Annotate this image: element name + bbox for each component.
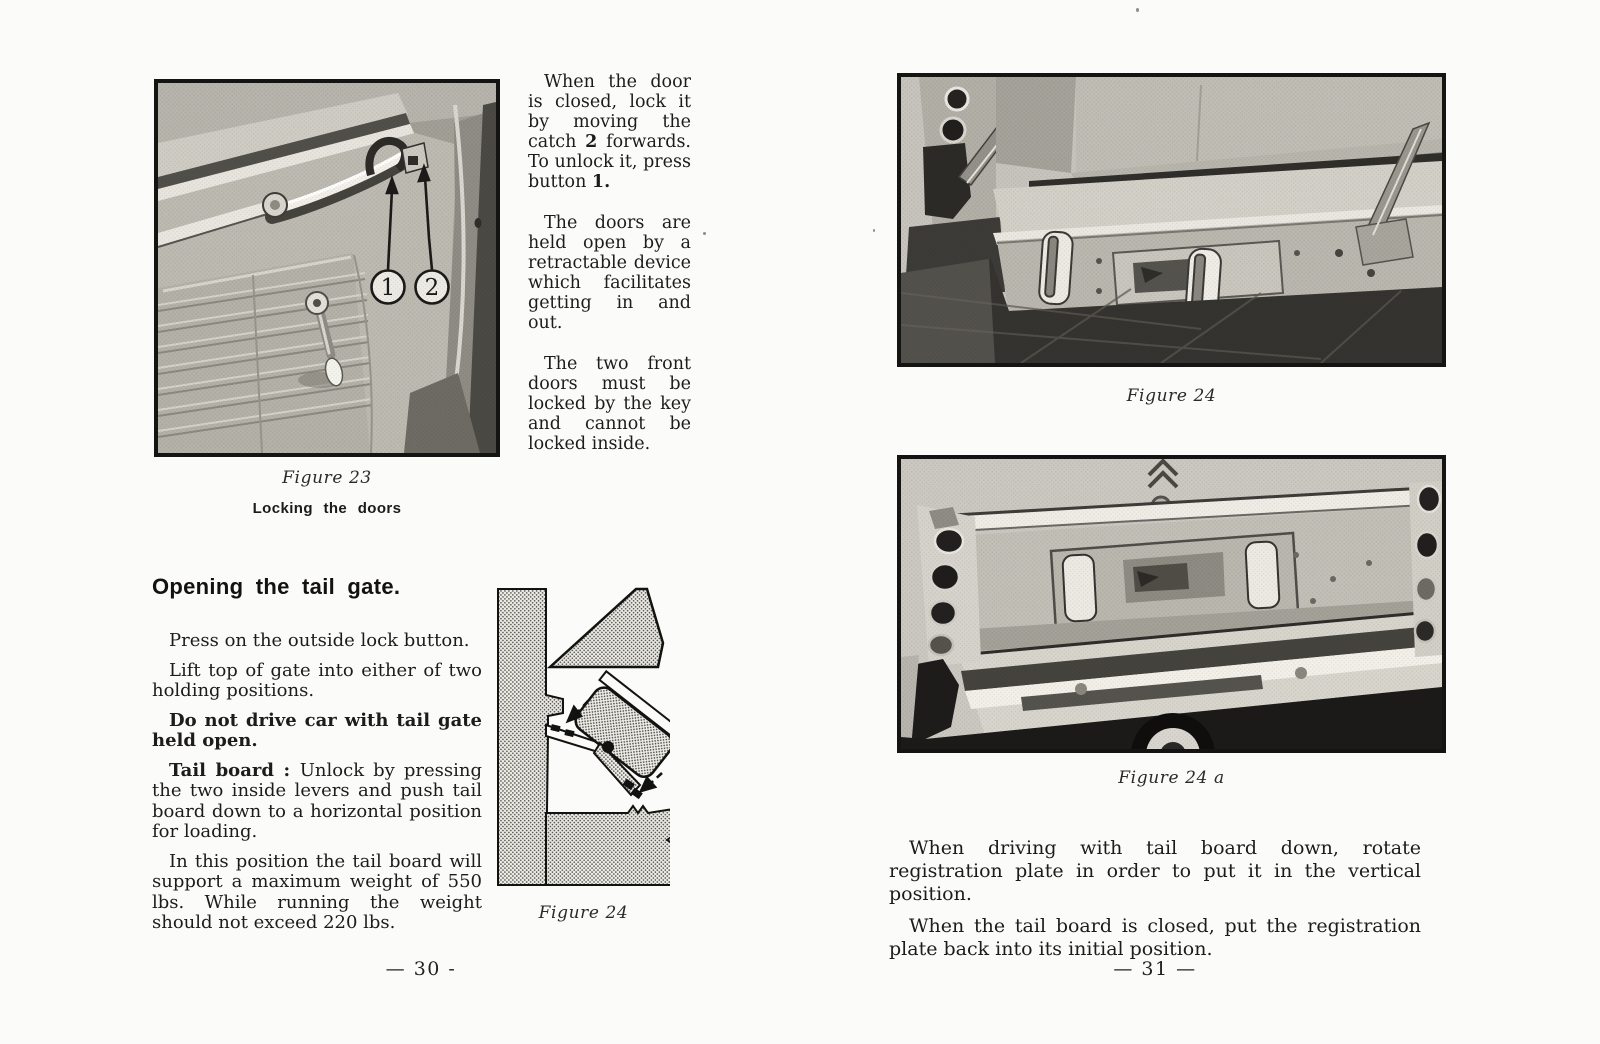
callout-2-label: 2 (424, 275, 440, 301)
tail-gate-text-column (152, 631, 482, 943)
paragraph-press-lock-button: Press on the outside lock button. (169, 630, 470, 651)
figure-24a-photo (897, 455, 1446, 753)
paragraph-front-doors-key: The two front doors must be locked by the key and cannot be locked inside. (528, 354, 691, 454)
paragraph-plate-initial-position: When the tail board is closed, put the registration plate back into its initial position. (889, 915, 1421, 960)
door-lock-text-column (528, 72, 691, 475)
paragraph-lift-top-of-gate: Lift top of gate into either of two holding positions. (152, 659, 482, 701)
paragraph-max-weight: In this position the tail board will support a maximum weight of 550 lbs. While running the weight should not exceed 220 lbs. (152, 850, 482, 933)
page-number-31: — 31 — (1113, 958, 1197, 980)
figure-23-photo (154, 79, 500, 457)
figure-24-diagram-caption: Figure 24 (538, 903, 629, 923)
figure-23-caption: Figure 23 (282, 468, 372, 488)
callout-1-label: 1 (380, 275, 396, 301)
figure-24-photo (897, 73, 1446, 367)
tail-gate-closed-photo-art (901, 459, 1442, 749)
scan-speck (873, 229, 875, 232)
scan-speck (703, 232, 706, 235)
paragraph-do-not-drive: Do not drive car with tail gate held open. (152, 709, 482, 751)
figure-24-photo-caption: Figure 24 (1126, 386, 1217, 406)
door-panel-photo-art (158, 83, 496, 453)
paragraph-rotate-plate: When driving with tail board down, rotate registration plate in order to put it in the vertical position. (889, 837, 1421, 905)
scan-speck (1136, 8, 1139, 12)
section-heading-opening-tail-gate: Opening the tail gate. (152, 574, 401, 599)
paragraph-when-door-closed: When the door is closed, lock it by moving the catch 2 forwards. To unlock it, press button 1. (528, 72, 691, 192)
latch-diagram-art (497, 585, 670, 890)
figure-24-diagram (497, 585, 670, 890)
page-number-30: — 30 - (385, 958, 457, 980)
figure-24a-photo-caption: Figure 24 a (1118, 768, 1225, 788)
paragraph-tail-board: Tail board : Unlock by pressing the two inside levers and push tail board down to a horizontal position for loading. (152, 759, 482, 842)
registration-plate-text-column (889, 837, 1421, 970)
paragraph-doors-held-open: The doors are held open by a retractable device which facilitates getting in and out. (528, 213, 691, 333)
tail-board-down-photo-art (901, 77, 1442, 363)
figure-23-subcaption: Locking the doors (252, 500, 402, 517)
